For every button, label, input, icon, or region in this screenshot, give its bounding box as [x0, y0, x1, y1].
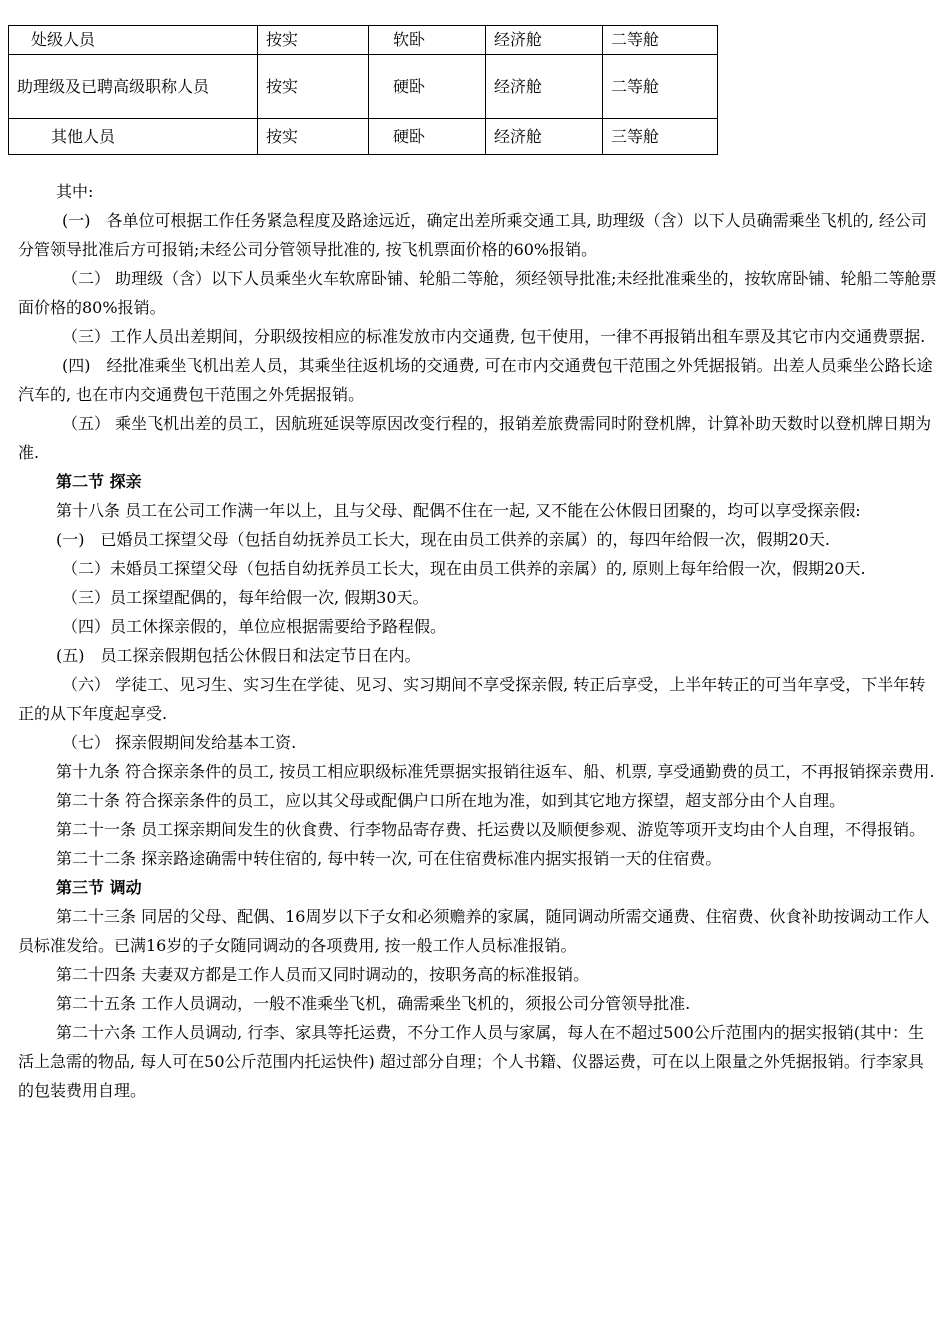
table-cell: 二等舱	[603, 55, 718, 119]
paragraph: （四）员工休探亲假的，单位应根据需要给予路程假。	[62, 617, 447, 636]
paragraph: （七） 探亲假期间发给基本工资.	[62, 733, 297, 752]
section-heading: 第三节 调动	[56, 878, 142, 897]
paragraph: (四) 经批准乘坐飞机出差人员，其乘坐往返机场的交通费, 可在市内交通费包干范围之外凭据报销。出差人员乘坐公路长途汽车的, 也在市内交通费包干范围之外凭据报销。	[18, 356, 933, 404]
table-cell: 处级人员	[9, 26, 258, 55]
table-cell: 其他人员	[9, 119, 258, 155]
paragraph: （二）未婚员工探望父母（包括自幼抚养员工长大，现在由员工供养的亲属）的, 原则上每年给假一次，假期20天.	[62, 559, 866, 578]
paragraph: 第二十条 符合探亲条件的员工，应以其父母或配偶户口所在地为准，如到其它地方探望，超支部分由个人自理。	[56, 791, 846, 810]
table-cell: 三等舱	[603, 119, 718, 155]
table-cell: 经济舱	[486, 119, 603, 155]
paragraph: （五） 乘坐飞机出差的员工，因航班延误等原因改变行程的，报销差旅费需同时附登机牌，计算补助天数时以登机牌日期为准.	[18, 414, 932, 462]
table-row	[9, 55, 718, 119]
paragraph: 第二十三条 同居的父母、配偶、16周岁以下子女和必须赡养的家属，随同调动所需交通费、住宿费、伙食补助按调动工作人员标准发给。已满16岁的子女随同调动的各项费用, 按一般工作人员标准报销。	[18, 907, 930, 955]
paragraph: （三）员工探望配偶的，每年给假一次, 假期30天。	[62, 588, 429, 607]
table-cell: 经济舱	[486, 55, 603, 119]
paragraph: 其中:	[56, 182, 94, 201]
paragraph: 第二十一条 员工探亲期间发生的伙食费、行李物品寄存费、托运费以及顺便参观、游览等项开支均由个人自理，不得报销。	[56, 820, 926, 839]
section-heading: 第二节 探亲	[56, 472, 142, 491]
paragraph: 第十八条 员工在公司工作满一年以上，且与父母、配偶不住在一起, 又不能在公休假日团聚的，均可以享受探亲假:	[56, 501, 861, 520]
paragraph: (一) 已婚员工探望父母（包括自幼抚养员工长大，现在由员工供养的亲属）的，每四年给假一次，假期20天.	[56, 530, 830, 549]
table-cell: 二等舱	[603, 26, 718, 55]
table-cell: 经济舱	[486, 26, 603, 55]
table-cell: 按实	[258, 119, 369, 155]
table-cell: 按实	[258, 55, 369, 119]
table-cell: 硬卧	[369, 55, 486, 119]
table-row	[9, 119, 718, 155]
paragraph: （六） 学徒工、见习生、实习生在学徒、见习、实习期间不享受探亲假, 转正后享受，上半年转正的可当年享受，下半年转正的从下年度起享受.	[18, 675, 926, 723]
paragraph: (一) 各单位可根据工作任务紧急程度及路途远近，确定出差所乘交通工具, 助理级（含）以下人员确需乘坐飞机的, 经公司分管领导批准后方可报销;未经公司分管领导批准的, 按飞机票面价格的60%报销。	[18, 211, 927, 259]
paragraph: (五) 员工探亲假期包括公休假日和法定节日在内。	[56, 646, 421, 665]
paragraph: 第二十五条 工作人员调动，一般不准乘坐飞机，确需乘坐飞机的，须报公司分管领导批准.	[56, 994, 691, 1013]
paragraph: （二） 助理级（含）以下人员乘坐火车软席卧铺、轮船二等舱，须经领导批准;未经批准乘坐的，按软席卧铺、轮船二等舱票面价格的80%报销。	[18, 269, 937, 317]
paragraph: 第二十四条 夫妻双方都是工作人员而又同时调动的，按职务高的标准报销。	[56, 965, 590, 984]
table-row	[9, 26, 718, 55]
travel-standard-table	[8, 25, 718, 155]
paragraph: 第二十二条 探亲路途确需中转住宿的, 每中转一次, 可在住宿费标准内据实报销一天的住宿费。	[56, 849, 722, 868]
document-body	[18, 177, 938, 1105]
paragraph: （三）工作人员出差期间，分职级按相应的标准发放市内交通费, 包干使用，一律不再报销出租车票及其它市内交通费票据.	[62, 327, 926, 346]
table-cell: 助理级及已聘高级职称人员	[9, 55, 258, 119]
paragraph: 第十九条 符合探亲条件的员工, 按员工相应职级标准凭票据实报销往返车、船、机票, 享受通勤费的员工，不再报销探亲费用.	[56, 762, 935, 781]
paragraph: 第二十六条 工作人员调动, 行李、家具等托运费，不分工作人员与家属，每人在不超过500公斤范围内的据实报销(其中：生活上急需的物品, 每人可在50公斤范围内托运快件) 超过部分自理；个人书籍、仪器运费，可在以上限量之外凭据报销。行李家具的包装费用自理。	[18, 1023, 925, 1100]
table-cell: 软卧	[369, 26, 486, 55]
table-cell: 硬卧	[369, 119, 486, 155]
table-cell: 按实	[258, 26, 369, 55]
